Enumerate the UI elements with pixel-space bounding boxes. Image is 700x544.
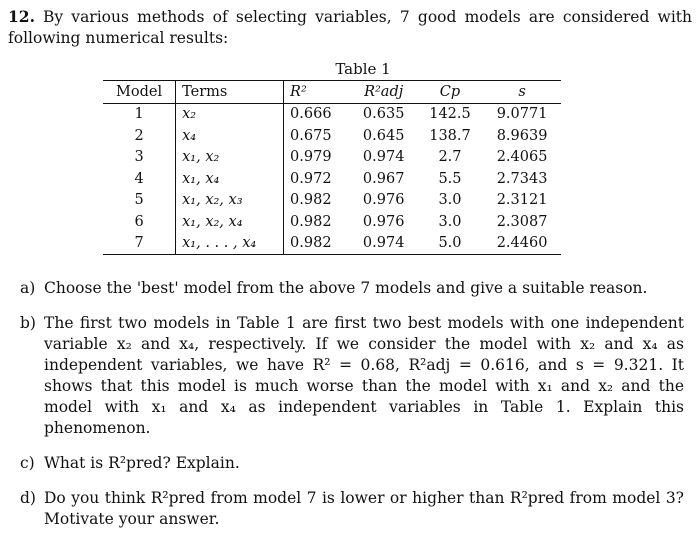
cell-model: 6	[103, 211, 176, 233]
cell-s: 2.4065	[496, 149, 548, 166]
problem-intro-text: By various methods of selecting variables, 7 good models are considered with following numerical results:	[8, 8, 692, 47]
table-body	[103, 103, 561, 255]
question-c-label: c)	[20, 454, 35, 472]
cell-r2adj: 0.967	[362, 170, 405, 187]
cell-terms: x₄	[176, 125, 284, 147]
table-header-row	[103, 81, 561, 104]
cell-cp: 5.0	[417, 233, 483, 255]
question-a	[20, 278, 684, 299]
question-a-text: Choose the 'best' model from the above 7 models and give a suitable reason.	[44, 279, 648, 297]
header-r2: R²	[284, 81, 351, 104]
table-row	[103, 211, 561, 233]
table-caption: Table 1	[335, 60, 391, 78]
cell-s: 8.9639	[496, 127, 548, 144]
header-s: s	[483, 81, 561, 104]
cell-cp: 138.7	[429, 127, 471, 144]
cell-model: 5	[103, 190, 176, 212]
question-d	[20, 488, 684, 530]
header-terms: Terms	[176, 81, 284, 104]
cell-terms: x₁, x₂	[176, 147, 284, 169]
cell-r2adj: 0.976	[362, 213, 405, 230]
table-row	[103, 103, 561, 125]
cell-r2: 0.972	[290, 170, 332, 187]
cell-terms: x₁, x₂, x₃	[176, 190, 284, 212]
cell-r2adj: 0.635	[362, 106, 405, 123]
question-b	[20, 313, 684, 439]
results-table-wrap	[103, 60, 563, 255]
table-row	[103, 190, 561, 212]
table-row	[103, 233, 561, 255]
cell-s: 2.3087	[496, 213, 548, 230]
cell-r2adj: 0.974	[351, 233, 417, 255]
question-b-text: The first two models in Table 1 are first two best models with one independent variable x₂ and x₄, respectively. If we consider the model with x₂ and x₄ as independent variables, we have R² = 0.68, R²adj = 0.616, and s = 9.321. It shows that this model is much worse than the model with x₁ and x₂ and the model with x₁ and x₄ as independent variables in Table 1. Explain this phenomenon.	[44, 314, 684, 437]
cell-cp: 2.7	[438, 149, 462, 166]
cell-s: 9.0771	[496, 106, 548, 123]
cell-cp: 5.5	[438, 170, 462, 187]
question-c-text: What is R²pred? Explain.	[44, 454, 240, 472]
questions-list	[20, 278, 684, 544]
question-c	[20, 453, 684, 474]
cell-r2: 0.982	[290, 192, 332, 209]
cell-cp: 3.0	[438, 213, 462, 230]
cell-r2: 0.979	[290, 149, 332, 166]
cell-r2: 0.982	[284, 233, 351, 255]
cell-terms: x₁, x₄	[176, 168, 284, 190]
cell-s: 2.7343	[496, 170, 548, 187]
cell-terms: x₁, . . . , x₄	[176, 233, 284, 255]
problem-number: 12.	[8, 7, 35, 26]
cell-s: 2.4460	[483, 233, 561, 255]
cell-terms: x₁, x₂, x₄	[176, 211, 284, 233]
cell-model: 1	[103, 103, 176, 125]
table-row	[103, 168, 561, 190]
table-row	[103, 125, 561, 147]
cell-terms: x₂	[176, 103, 284, 125]
cell-cp: 142.5	[429, 106, 471, 123]
problem-intro	[8, 6, 692, 49]
header-cp: Cp	[417, 81, 483, 104]
cell-r2adj: 0.974	[362, 149, 405, 166]
header-model: Model	[103, 81, 176, 104]
cell-model: 4	[103, 168, 176, 190]
cell-cp: 3.0	[438, 192, 462, 209]
question-d-label: d)	[20, 489, 36, 507]
cell-r2: 0.982	[290, 213, 332, 230]
table-row	[103, 147, 561, 169]
cell-r2: 0.675	[290, 127, 332, 144]
cell-s: 2.3121	[496, 192, 548, 209]
question-d-text: Do you think R²pred from model 7 is lower or higher than R²pred from model 3? Motivate your answer.	[44, 489, 684, 528]
problem-page	[8, 6, 692, 49]
results-table	[103, 80, 561, 255]
cell-r2adj: 0.645	[362, 127, 405, 144]
question-b-label: b)	[20, 314, 36, 332]
cell-model: 7	[103, 233, 176, 255]
cell-r2adj: 0.976	[362, 192, 405, 209]
cell-model: 3	[103, 147, 176, 169]
header-r2adj: R²adj	[351, 81, 417, 104]
cell-r2: 0.666	[290, 106, 332, 123]
question-a-label: a)	[20, 279, 36, 297]
cell-model: 2	[103, 125, 176, 147]
